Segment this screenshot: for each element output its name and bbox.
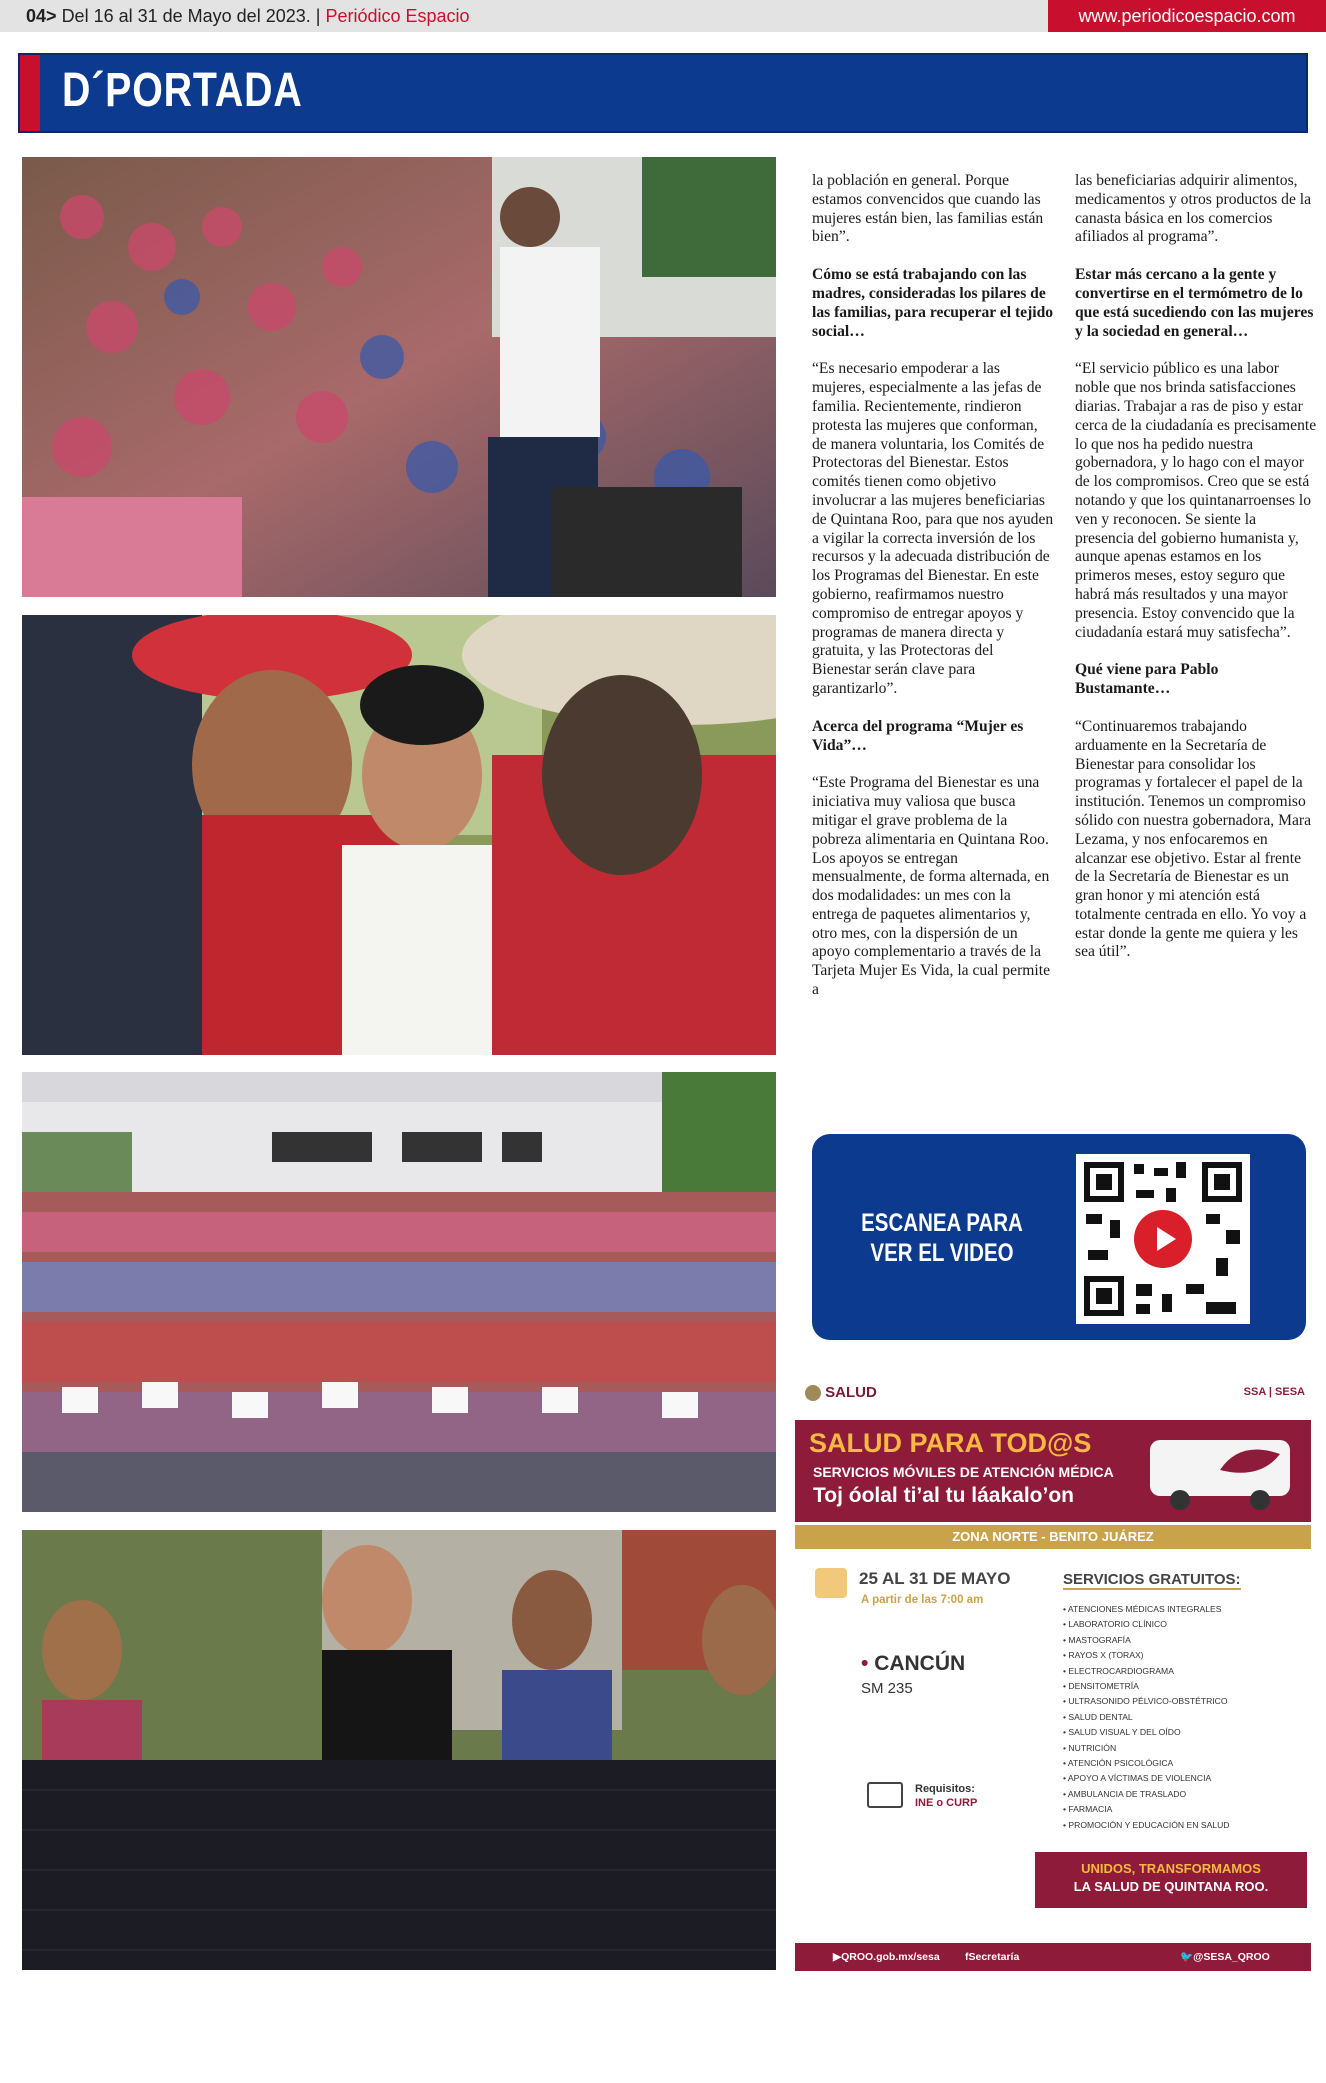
event-city-name: CANCÚN <box>874 1652 966 1675</box>
service-item: • ULTRASONIDO PÉLVICO-OBSTÉTRICO <box>1063 1696 1228 1707</box>
interview-question: Cómo se está trabajando con las madres, consideradas los pilares de las familias, para recuperar el tejido social… <box>812 266 1054 340</box>
requirements <box>915 1782 977 1810</box>
id-card-icon <box>867 1782 903 1808</box>
service-item: • AMBULANCIA DE TRASLADO <box>1063 1788 1187 1799</box>
qr-video-promo[interactable] <box>812 1134 1306 1340</box>
service-item: • ELECTROCARDIOGRAMA <box>1063 1665 1174 1676</box>
qr-promo-text <box>860 1208 1024 1268</box>
ambulance-icon <box>1140 1430 1300 1514</box>
qr-promo-line-2: VER EL VIDEO <box>870 1239 1014 1267</box>
paragraph: “Continuaremos trabajando arduamente en la Secretaría de Bienestar para consolidar los programas y fortalecer el papel de la institución. Tenemos un compromiso sólido con nuestra gobernadora, Mara Lezama, y nos enfocaremos en alcanzar ese objetivo. Estar al frente de la Secretaría de Bienestar es un gran honor y mi atención está totalmente centrada en ello. Yo voy a estar donde la gente me quiera y les sea útil”. <box>1075 717 1311 961</box>
article-column-2 <box>1075 172 1317 981</box>
campaign-banner <box>795 1420 1311 1522</box>
event-location: SM 235 <box>861 1680 913 1697</box>
service-item: • SALUD DENTAL <box>1063 1711 1133 1722</box>
service-item: • ATENCIÓN PSICOLÓGICA <box>1063 1758 1174 1769</box>
service-item: • MASTOGRAFÍA <box>1063 1634 1131 1645</box>
ad-footer <box>795 1943 1311 2075</box>
event-time: A partir de las 7:00 am <box>861 1594 984 1606</box>
section-accent-bar <box>20 55 40 131</box>
qr-code[interactable] <box>1076 1154 1250 1324</box>
photo-speaker-audience <box>22 157 776 597</box>
paragraph: la población en general. Porque estamos convencidos que cuando las mujeres están bien, las familias están bien”. <box>812 172 1044 246</box>
youtube-play-icon <box>1134 1210 1192 1268</box>
event-city: • CANCÚN <box>861 1652 966 1675</box>
issue-date: Del 16 al 31 de Mayo del 2023. | <box>61 6 321 26</box>
slogan-banner <box>1035 1852 1307 1908</box>
campaign-maya-slogan: Toj óolal ti’al tu láakalo’on <box>813 1484 1074 1507</box>
qr-promo-line-1: ESCANEA PARA <box>861 1209 1023 1237</box>
article-column-1 <box>812 172 1054 1019</box>
event-dates: 25 AL 31 DE MAYO <box>859 1569 1011 1588</box>
slogan-line-1: UNIDOS, TRANSFORMAMOS <box>1081 1861 1261 1876</box>
salud-logo <box>805 1384 877 1401</box>
photo-group <box>22 1072 776 1512</box>
photo-nets <box>22 1530 776 1970</box>
page-number: 04> <box>26 6 57 26</box>
requirements-label: Requisitos: <box>915 1783 975 1795</box>
paragraph: “El servicio público es una labor noble que nos brinda satisfacciones diarias. Trabajar a ras de piso y estar cerca de la ciudadanía es precisamente lo que nos ha pedido nuestra gobernadora, y lo hago con el mayor de los compromisos. Creo que se está notando y que los quintanarroenses lo ven y reconocen. Se siente la presencia del gobierno humanista y, aunque apenas estamos en los primeros meses, estoy seguro que habrá más resultados y una mayor presencia. Estoy convencido que la ciudadanía estará muy satisfecha”. <box>1075 360 1317 641</box>
interview-question: Acerca del programa “Mujer es Vida”… <box>812 717 1024 754</box>
service-item: • LABORATORIO CLÍNICO <box>1063 1619 1167 1630</box>
section-header <box>20 55 1306 131</box>
government-logos: SSA | SESA <box>1243 1386 1305 1398</box>
services-list <box>1063 1602 1230 1833</box>
services-title: SERVICIOS GRATUITOS: <box>1063 1571 1241 1588</box>
zone-label: ZONA NORTE - BENITO JUÁREZ <box>795 1525 1311 1549</box>
service-item: • SALUD VISUAL Y DEL OÍDO <box>1063 1727 1181 1738</box>
photo-conversation <box>22 615 776 1055</box>
campaign-title: SALUD PARA TOD@S <box>809 1428 1092 1458</box>
interview-question: Qué viene para Pablo Bustamante… <box>1075 661 1219 698</box>
service-item: • FARMACIA <box>1063 1804 1113 1815</box>
top-bar <box>0 0 1326 32</box>
paragraph: “Este Programa del Bienestar es una iniciativa muy valiosa que busca mitigar el grave problema de la pobreza alimentaria en Quintana Roo. Los apoyos se entregan mensualmente, de forma alternada, en dos modalidades: un mes con la entrega de paquetes alimentarios y, otro mes, con la dispersión de un apoyo complementario a través de la Tarjeta Mujer Es Vida, la cual permite a <box>812 774 1050 999</box>
publication-name: Periódico Espacio <box>325 6 470 26</box>
footer-twitter[interactable]: 🐦 @SESA_QROO <box>1180 1951 1270 1963</box>
service-item: • RAYOS X (TORAX) <box>1063 1650 1144 1661</box>
footer-website[interactable]: ▶ QROO.gob.mx/sesa <box>833 1951 940 1963</box>
service-item: • DENSITOMETRÍA <box>1063 1681 1139 1692</box>
service-item: • NUTRICIÓN <box>1063 1742 1117 1753</box>
interview-question: Estar más cercano a la gente y convertirse en el termómetro de lo que está sucediendo con las mujeres y la sociedad en general… <box>1075 266 1314 340</box>
campaign-subtitle: SERVICIOS MÓVILES DE ATENCIÓN MÉDICA <box>813 1464 1114 1480</box>
issue-info <box>26 6 470 27</box>
footer-facebook[interactable]: f Secretaría de Salud de Quintana Roo <box>965 1951 1020 2075</box>
paragraph: “Es necesario empoderar a las mujeres, especialmente a las jefas de familia. Recientemente, rindieron protesta las mujeres que conforman, de manera voluntaria, los Comités de Protectoras del Bienestar. Estos comités tienen como objetivo involucrar a las mujeres beneficiarias de Quintana Roo, para que nos ayuden a vigilar la correcta inversión de los recursos y la adecuada distribución de los Programas del Bienestar. En este gobierno, reafirmamos nuestro compromiso de entregar apoyos y programas de manera directa y gratuita, y las Protectoras del Bienestar serán clave para garantizarlo”. <box>812 360 1054 697</box>
website-link[interactable]: www.periodicoespacio.com <box>1048 0 1326 32</box>
calendar-icon <box>815 1568 847 1598</box>
service-item: • APOYO A VÍCTIMAS DE VIOLENCIA <box>1063 1773 1212 1784</box>
salud-logo-text: SALUD <box>825 1384 877 1401</box>
slogan-line-2: LA SALUD DE QUINTANA ROO. <box>1073 1879 1269 1894</box>
salud-emblem-icon <box>805 1385 821 1401</box>
service-item: • PROMOCIÓN Y EDUCACIÓN EN SALUD <box>1063 1819 1230 1830</box>
paragraph: las beneficiarias adquirir alimentos, medicamentos y otros productos de la canasta básica en los comercios afiliados al programa”. <box>1075 172 1312 246</box>
health-advertisement <box>795 1380 1311 2075</box>
section-title: D´PORTADA <box>62 64 303 117</box>
service-item: • ATENCIONES MÉDICAS INTEGRALES <box>1063 1604 1222 1614</box>
requirements-value: INE o CURP <box>915 1797 978 1809</box>
